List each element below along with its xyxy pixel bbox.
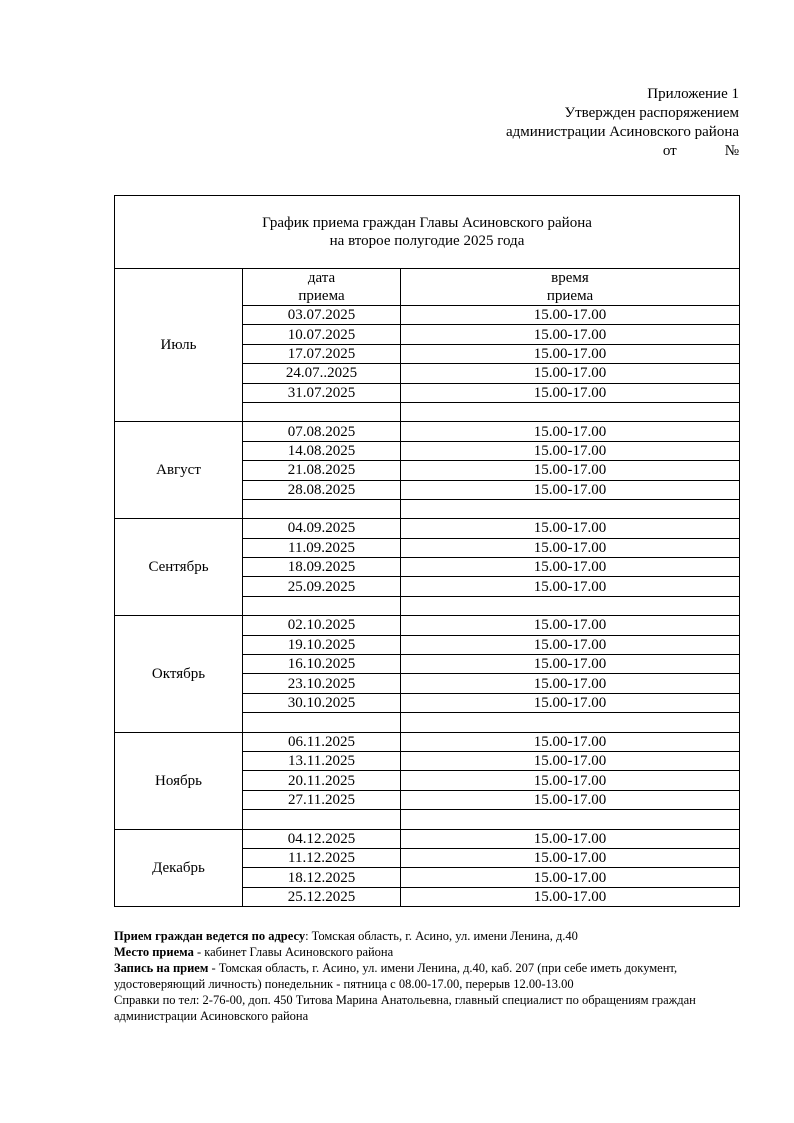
footer-notes: [114, 928, 754, 1024]
from-label: от: [662, 143, 677, 159]
date-column-header: [243, 269, 401, 306]
date-cell: [243, 810, 401, 829]
date-cell: 02.10.2025: [243, 616, 401, 635]
time-cell: [401, 713, 740, 732]
appointment-label: Запись на прием: [114, 961, 209, 975]
table-title-line1: График приема граждан Главы Асиновского района: [262, 215, 592, 231]
date-cell: 04.12.2025: [243, 829, 401, 848]
time-cell: [401, 810, 740, 829]
time-cell: 15.00-17.00: [401, 344, 740, 363]
month-cell: Октябрь: [115, 616, 243, 732]
time-header-line2: приема: [546, 288, 594, 304]
time-cell: 15.00-17.00: [401, 674, 740, 693]
date-cell: 23.10.2025: [243, 674, 401, 693]
time-cell: 15.00-17.00: [401, 616, 740, 635]
date-cell: 03.07.2025: [243, 306, 401, 325]
date-cell: 07.08.2025: [243, 422, 401, 441]
number-label: №: [724, 143, 739, 159]
place-label: Место приема: [114, 945, 194, 959]
time-cell: [401, 402, 740, 421]
time-cell: 15.00-17.00: [401, 771, 740, 790]
schedule-table: [114, 195, 740, 907]
time-column-header: [401, 269, 740, 306]
time-cell: 15.00-17.00: [401, 383, 740, 402]
month-cell: Июль: [115, 269, 243, 422]
date-cell: 18.12.2025: [243, 868, 401, 887]
time-cell: [401, 596, 740, 615]
date-cell: 13.11.2025: [243, 751, 401, 770]
table-row: [115, 422, 740, 441]
time-cell: 15.00-17.00: [401, 577, 740, 596]
time-cell: 15.00-17.00: [401, 306, 740, 325]
column-header-row: [115, 269, 740, 306]
date-cell: 10.07.2025: [243, 325, 401, 344]
date-cell: 18.09.2025: [243, 558, 401, 577]
address-text: : Томская область, г. Асино, ул. имени Ленина, д.40: [305, 929, 578, 943]
table-title-row: [115, 196, 740, 269]
month-cell: Август: [115, 422, 243, 519]
time-cell: 15.00-17.00: [401, 364, 740, 383]
date-cell: 04.09.2025: [243, 519, 401, 538]
table-row: [115, 616, 740, 635]
date-cell: 16.10.2025: [243, 655, 401, 674]
time-cell: 15.00-17.00: [401, 829, 740, 848]
date-cell: 25.09.2025: [243, 577, 401, 596]
time-cell: 15.00-17.00: [401, 790, 740, 809]
table-row: [115, 732, 740, 751]
approval-authority: администрации Асиновского района: [506, 124, 739, 140]
time-cell: 15.00-17.00: [401, 519, 740, 538]
address-paragraph: [114, 928, 754, 944]
table-title-line2: на второе полугодие 2025 года: [329, 233, 525, 249]
date-cell: 06.11.2025: [243, 732, 401, 751]
time-cell: 15.00-17.00: [401, 635, 740, 654]
date-header-line2: приема: [298, 288, 345, 304]
date-cell: 14.08.2025: [243, 441, 401, 460]
appointment-text: - Томская область, г. Асино, ул. имени Ленина, д.40, каб. 207 (при себе иметь документ, удостоверяющий личность) понедельник - пятница с 08.00-17.00, перерыв 12.00-13.00: [114, 961, 678, 991]
time-cell: 15.00-17.00: [401, 558, 740, 577]
place-paragraph: [114, 944, 754, 960]
month-cell: Ноябрь: [115, 732, 243, 829]
appointment-paragraph: [114, 960, 754, 992]
time-header-line1: время: [551, 270, 589, 286]
date-cell: [243, 402, 401, 421]
date-cell: [243, 499, 401, 518]
time-cell: 15.00-17.00: [401, 848, 740, 867]
place-text: - кабинет Главы Асиновского района: [193, 945, 394, 959]
time-cell: 15.00-17.00: [401, 655, 740, 674]
time-cell: 15.00-17.00: [401, 751, 740, 770]
time-cell: 15.00-17.00: [401, 480, 740, 499]
approval-line: Утвержден распоряжением: [564, 105, 739, 121]
month-cell: Сентябрь: [115, 519, 243, 616]
document-header: [506, 85, 739, 161]
time-cell: 15.00-17.00: [401, 325, 740, 344]
date-cell: 17.07.2025: [243, 344, 401, 363]
date-header-line1: дата: [307, 270, 336, 286]
date-cell: 11.09.2025: [243, 538, 401, 557]
appendix-label: Приложение 1: [647, 86, 739, 102]
date-cell: 31.07.2025: [243, 383, 401, 402]
table-title: [115, 196, 740, 269]
time-cell: 15.00-17.00: [401, 868, 740, 887]
table-row: [115, 519, 740, 538]
date-cell: 20.11.2025: [243, 771, 401, 790]
time-cell: 15.00-17.00: [401, 732, 740, 751]
time-cell: 15.00-17.00: [401, 887, 740, 906]
date-cell: 24.07..2025: [243, 364, 401, 383]
address-label: Прием граждан ведется по адресу: [114, 929, 306, 943]
time-cell: 15.00-17.00: [401, 441, 740, 460]
date-cell: 27.11.2025: [243, 790, 401, 809]
date-cell: [243, 596, 401, 615]
time-cell: 15.00-17.00: [401, 422, 740, 441]
time-cell: [401, 499, 740, 518]
date-number-line: [506, 142, 739, 161]
info-paragraph: Справки по тел: 2-76-00, доп. 450 Титова Марина Анатольевна, главный специалист по обращениям граждан администрации Асиновского района: [114, 993, 696, 1023]
date-cell: 25.12.2025: [243, 887, 401, 906]
date-cell: [243, 713, 401, 732]
date-cell: 28.08.2025: [243, 480, 401, 499]
time-cell: 15.00-17.00: [401, 538, 740, 557]
month-cell: Декабрь: [115, 829, 243, 907]
date-cell: 30.10.2025: [243, 693, 401, 712]
date-cell: 19.10.2025: [243, 635, 401, 654]
date-cell: 21.08.2025: [243, 461, 401, 480]
table-row: [115, 829, 740, 848]
time-cell: 15.00-17.00: [401, 693, 740, 712]
date-cell: 11.12.2025: [243, 848, 401, 867]
time-cell: 15.00-17.00: [401, 461, 740, 480]
